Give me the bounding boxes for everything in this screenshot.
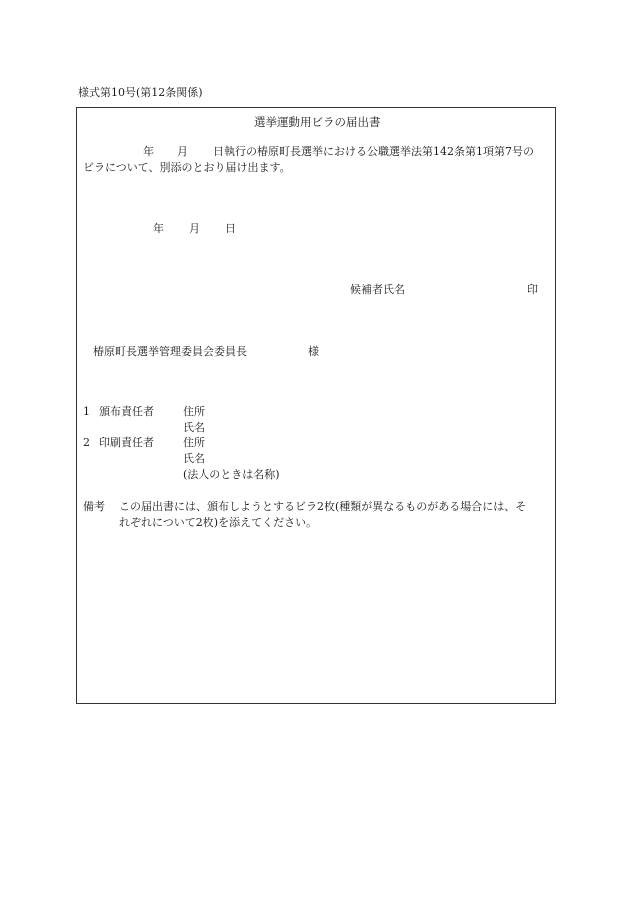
candidate-name-label: 候補者氏名 xyxy=(350,283,405,296)
distribution-name-label: 氏名 xyxy=(183,421,205,434)
remarks-text-line2: れぞれについて2枚)を添えてください。 xyxy=(119,516,318,529)
intro-month-label: 月 xyxy=(177,145,188,158)
addressee-name: 椿原町長選挙管理委員会委員長 xyxy=(93,345,247,358)
addressee-honorific: 様 xyxy=(308,345,319,358)
date-month-label: 月 xyxy=(189,222,200,235)
printing-number: 2 xyxy=(83,436,90,449)
date-day-label: 日 xyxy=(225,222,236,235)
distribution-number: 1 xyxy=(83,405,90,418)
form-number-label: 様式第10号(第12条関係) xyxy=(78,86,203,99)
printing-address-label: 住所 xyxy=(183,436,205,449)
date-year-label: 年 xyxy=(153,222,164,235)
intro-year-label: 年 xyxy=(143,145,154,158)
printing-corporate-note: (法人のときは名称) xyxy=(183,468,280,481)
intro-text-line2: ビラについて、別添のとおり届け出ます。 xyxy=(83,161,291,174)
intro-text-line1: 日執行の椿原町長選挙における公職選挙法第142条第1項第7号の xyxy=(213,145,534,158)
remarks-text-line1: この届出書には、頒布しようとするビラ2枚(種類が異なるものがある場合には、そ xyxy=(119,500,527,513)
remarks-label: 備考 xyxy=(83,500,105,513)
distribution-address-label: 住所 xyxy=(183,405,205,418)
printing-manager-label: 印刷責任者 xyxy=(99,436,154,449)
distribution-manager-label: 頒布責任者 xyxy=(99,405,154,418)
form-frame xyxy=(76,107,556,704)
printing-name-label: 氏名 xyxy=(183,452,205,465)
seal-mark: 印 xyxy=(527,283,538,296)
form-title: 選挙運動用ビラの届出書 xyxy=(254,115,381,129)
